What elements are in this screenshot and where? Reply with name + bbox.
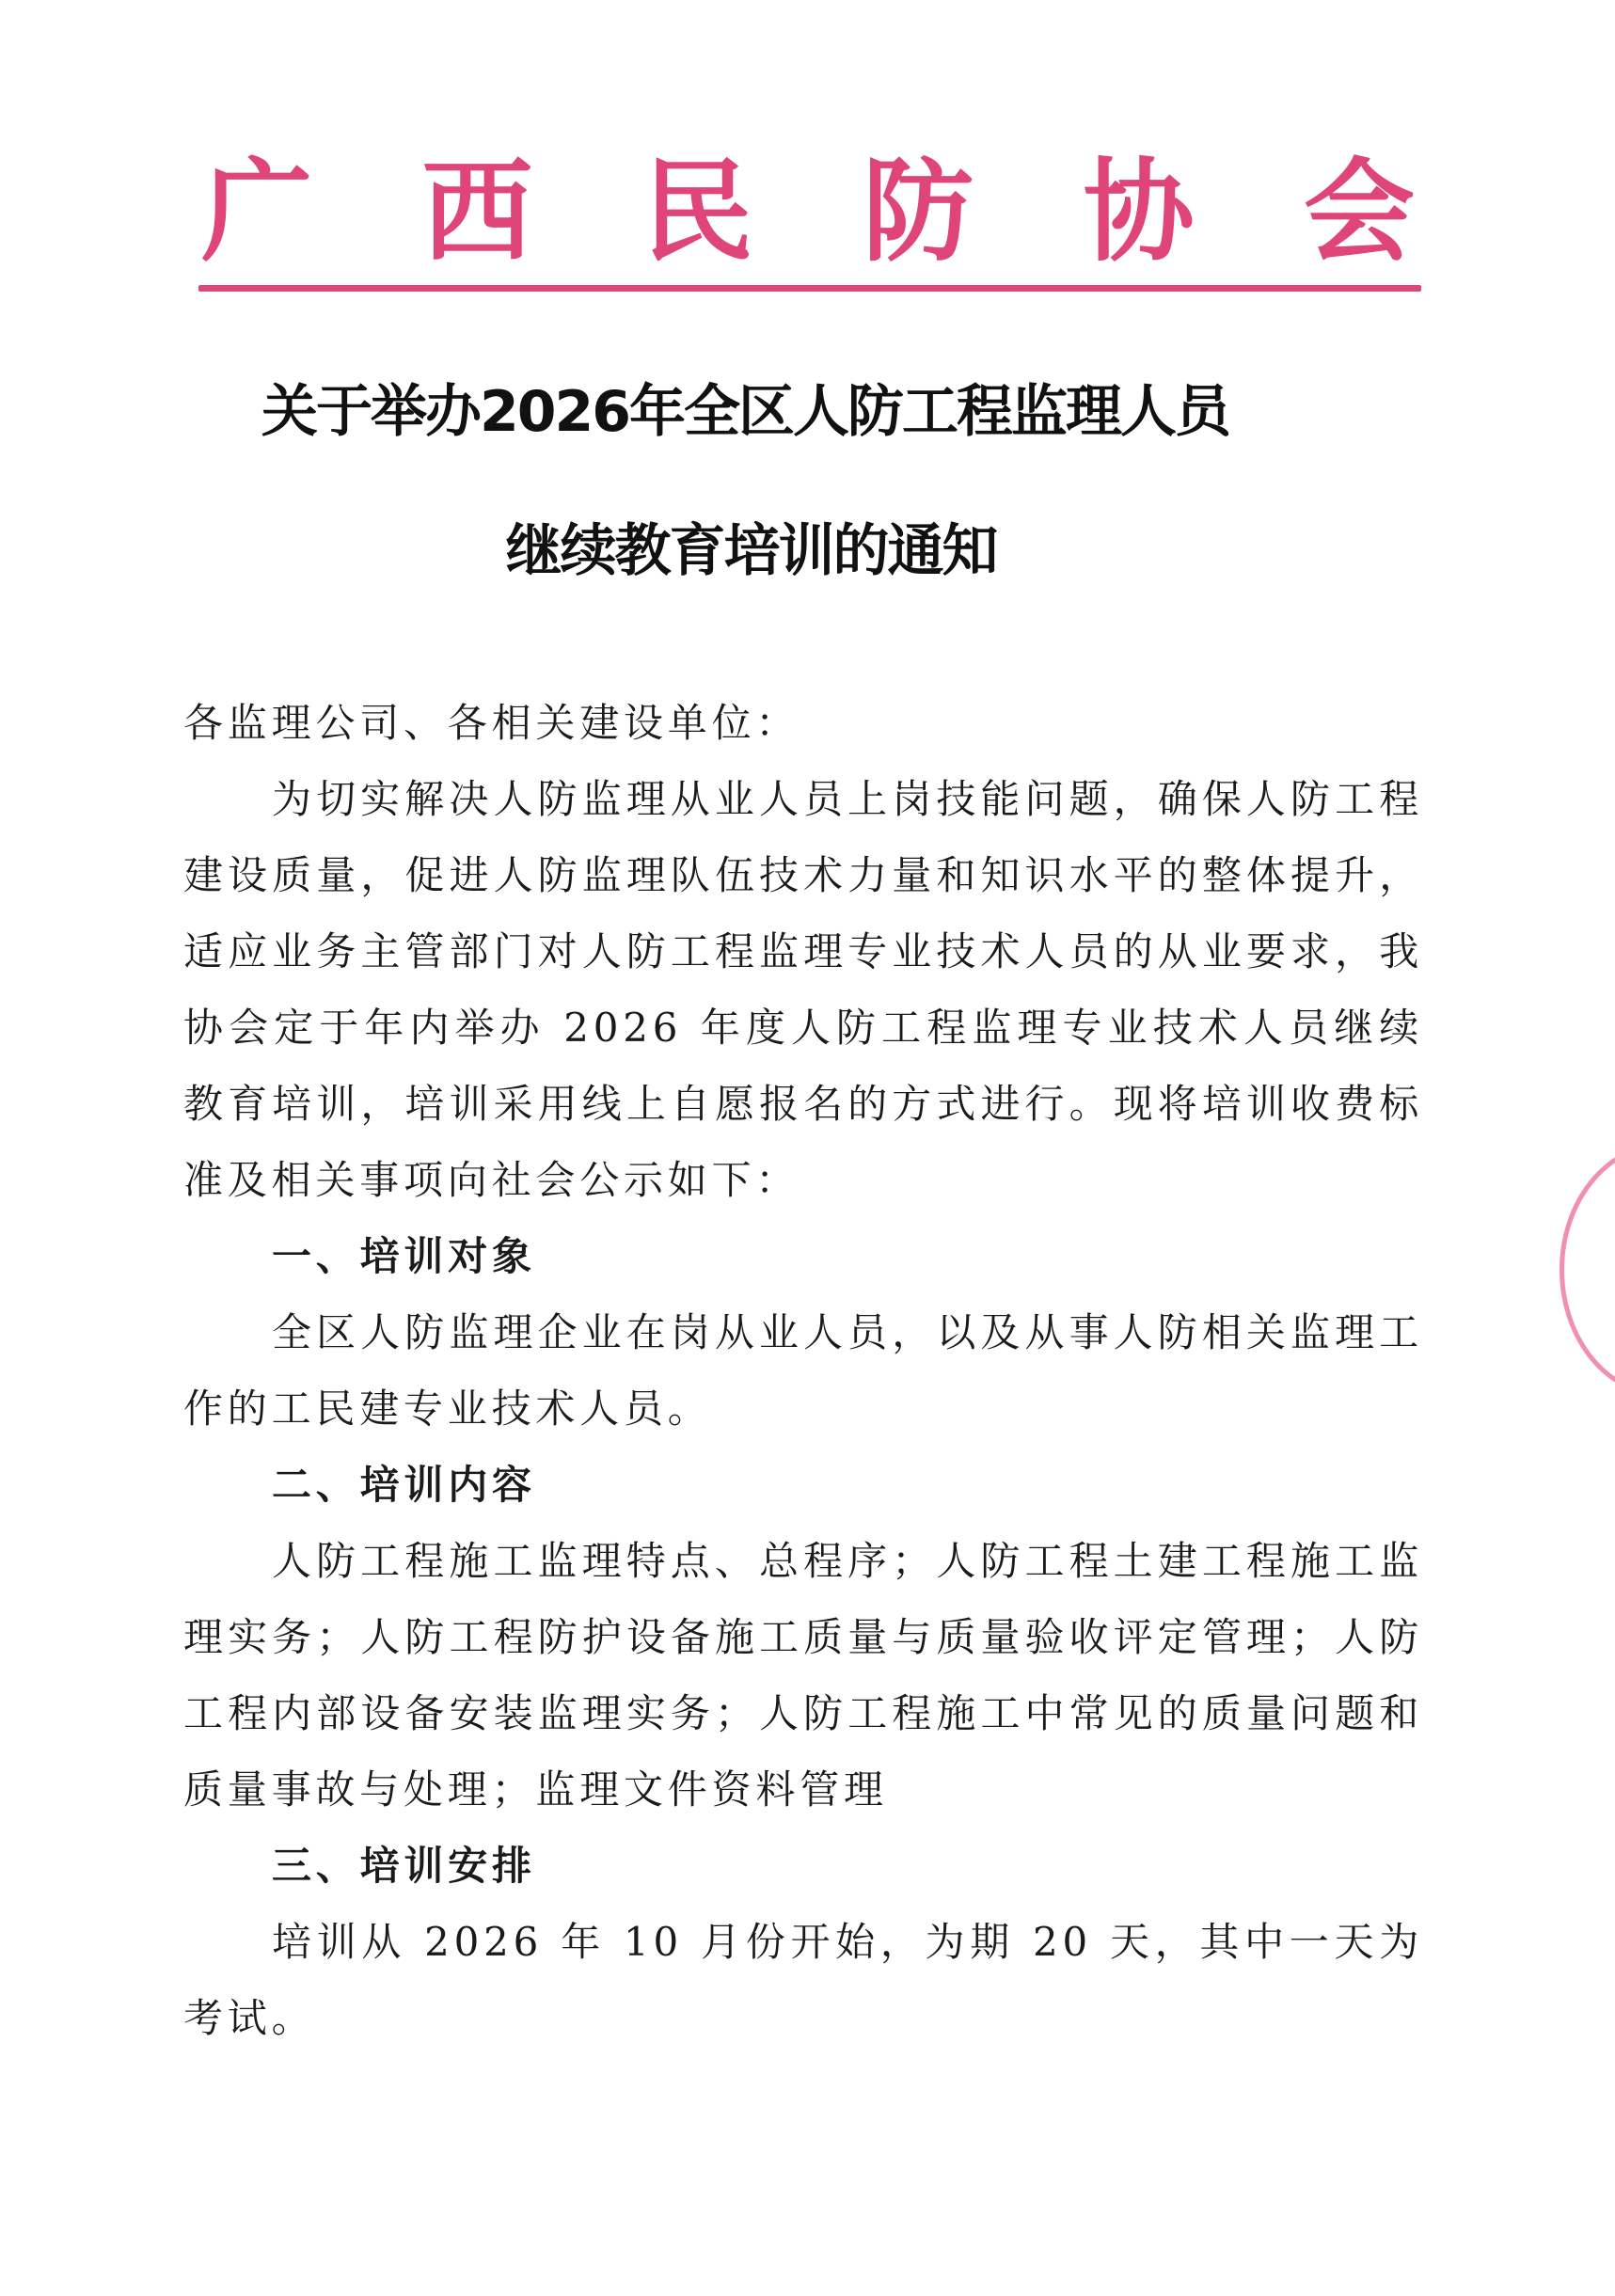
- letterhead-char: 广: [201, 147, 313, 277]
- section-text-3: 培训从 2026 年 10 月份开始，为期 20 天，其中一天为考试。: [183, 1919, 1423, 2041]
- official-seal-stamp: [1560, 1143, 1615, 1397]
- letterhead-char: 西: [421, 147, 533, 277]
- document-title-line-1: 关于举办2026年全区人防工程监理人员: [261, 379, 1229, 445]
- section-heading-3: 三、培训安排: [272, 1843, 536, 1889]
- letterhead-char: 会: [1303, 147, 1415, 277]
- letterhead-divider: [198, 285, 1421, 292]
- section-text-1: 全区人防监理企业在岗从业人员，以及从事人防相关监理工作的工民建专业技术人员。: [183, 1309, 1423, 1432]
- intro-paragraph: 为切实解决人防监理从业人员上岗技能问题，确保人防工程建设质量，促进人防监理队伍技术力量和知识水平的整体提升，适应业务主管部门对人防工程监理专业技术人员的从业要求，我协会定于年内举办 2026 年度人防工程监理专业技术人员继续教育培训，培训采用线上自愿报名的方式进行。现将培训收费标准及相关事项向社会公示如下：: [183, 776, 1423, 1203]
- document-title-line-2: 继续教育培训的通知: [505, 518, 997, 584]
- section-text-2: 人防工程施工监理特点、总程序；人防工程土建工程施工监理实务；人防工程防护设备施工质量与质量验收评定管理；人防工程内部设备安装监理实务；人防工程施工中常见的质量问题和质量事故与处理；监理文件资料管理: [183, 1538, 1423, 1813]
- letterhead-char: 民: [641, 147, 753, 277]
- letterhead: [201, 141, 1415, 282]
- section-heading-2: 二、培训内容: [272, 1462, 536, 1508]
- letterhead-char: 防: [863, 147, 974, 277]
- salutation: 各监理公司、各相关建设单位：: [183, 700, 800, 746]
- document-body: [183, 685, 1423, 2056]
- letterhead-char: 协: [1083, 147, 1195, 277]
- section-heading-1: 一、培训对象: [272, 1233, 536, 1279]
